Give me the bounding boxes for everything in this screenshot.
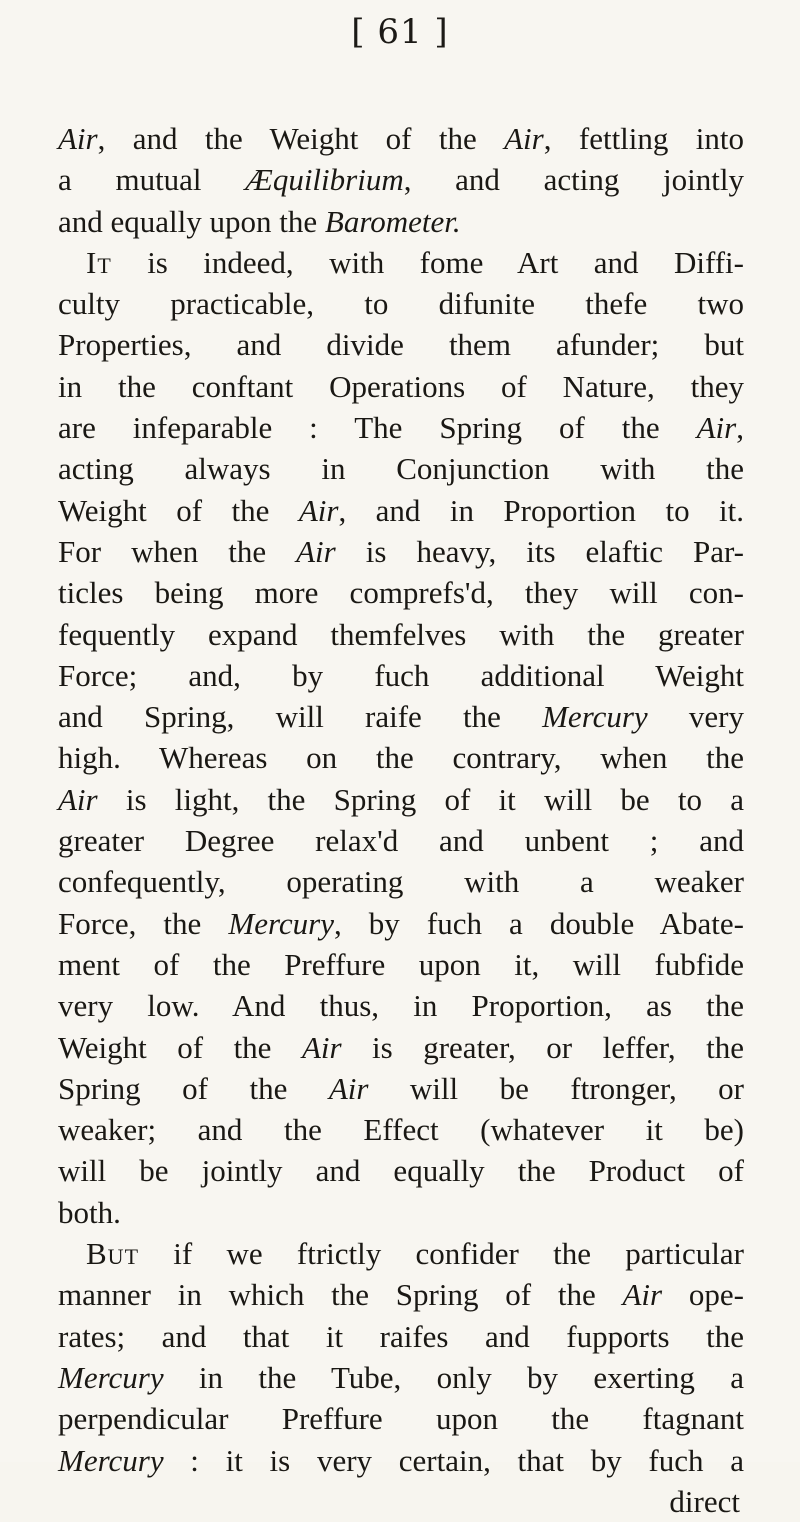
italic-word: Air — [696, 410, 737, 446]
text-line — [58, 1109, 744, 1150]
text-segment: Properties, and divide them afunder; but — [58, 327, 744, 363]
text-segment: ticles being more comprefs'd, they will con- — [58, 575, 744, 611]
text-segment: , and in Proportion to it. — [338, 492, 744, 528]
text-segment: acting always in Conjunction with the — [58, 451, 744, 487]
text-line — [58, 531, 744, 572]
text-segment: rates; and that it raifes and fupports the — [58, 1318, 744, 1354]
italic-word: Æquilibrium — [245, 162, 404, 198]
text-segment: : it is very certain, that by fuch a — [163, 1442, 744, 1478]
text-segment: greater Degree relax'd and unbent ; and — [58, 823, 744, 859]
text-line — [58, 324, 744, 365]
italic-word: Air — [296, 533, 336, 569]
text-segment: , — [736, 410, 744, 446]
text-segment: Force; and, by fuch additional Weight — [58, 657, 744, 693]
text-line — [58, 861, 744, 902]
text-segment: is heavy, its elaftic Par- — [335, 533, 744, 569]
text-line — [58, 779, 744, 820]
text-line — [58, 614, 744, 655]
italic-word: Air — [328, 1070, 369, 1106]
text-segment: and Spring, will raife the — [58, 699, 543, 735]
text-segment: if we ftrictly confider the particular — [139, 1236, 744, 1272]
italic-word: Mercury — [542, 699, 648, 735]
text-segment: a mutual — [58, 162, 246, 198]
text-segment: will be ftronger, or — [368, 1070, 744, 1106]
text-line — [58, 820, 744, 861]
text-line — [58, 655, 744, 696]
italic-word: Air — [298, 492, 339, 528]
text-line — [58, 1274, 744, 1315]
italic-word: Air — [58, 781, 98, 817]
text-line — [58, 1027, 744, 1068]
text-segment: are infeparable : The Spring of the — [58, 410, 697, 446]
text-line — [58, 1192, 744, 1233]
italic-word: Air — [504, 121, 544, 156]
italic-word: Air — [301, 1029, 342, 1065]
text-segment: It — [86, 244, 112, 280]
italic-word: Mercury — [228, 905, 334, 941]
text-segment: For when the — [58, 533, 297, 569]
text-segment: manner in which the Spring of the — [58, 1277, 623, 1313]
text-line — [58, 201, 744, 242]
text-segment: weaker; and the Effect (whatever it be) — [58, 1112, 744, 1148]
text-segment: is light, the Spring of it will be to a — [97, 781, 744, 817]
text-line — [58, 448, 744, 489]
text-segment: is greater, or leffer, the — [341, 1029, 744, 1065]
italic-word: Mercury — [58, 1442, 164, 1478]
italic-word: Air — [58, 121, 98, 156]
text-segment: and equally upon the — [58, 203, 325, 239]
text-segment: , by fuch a double Abate- — [333, 905, 744, 941]
text-line — [58, 737, 744, 778]
text-line — [58, 1398, 744, 1439]
text-line — [58, 283, 744, 324]
text-line — [58, 407, 744, 448]
text-segment: confequently, operating with a weaker — [58, 864, 744, 900]
text-segment: , and the Weight of the — [97, 121, 505, 156]
text-line — [58, 1316, 744, 1357]
text-segment: will be jointly and equally the Product of — [58, 1153, 744, 1189]
text-segment: culty practicable, to difunite thefe two — [58, 286, 744, 322]
text-line — [58, 1357, 744, 1398]
text-line — [58, 1068, 744, 1109]
text-line — [58, 366, 744, 407]
text-segment: in the conftant Operations of Nature, they — [58, 368, 744, 404]
text-segment: Force, the — [58, 905, 229, 941]
text-segment: high. Whereas on the contrary, when the — [58, 740, 744, 776]
text-line — [58, 903, 744, 944]
text-segment: both. — [58, 1194, 121, 1230]
text-segment: Spring of the — [58, 1070, 329, 1106]
text-segment: Weight of the — [58, 492, 299, 528]
text-segment: is indeed, with fome Art and Diffi- — [111, 244, 744, 280]
text-line — [58, 1233, 744, 1274]
text-segment: fequently expand themfelves with the greater — [58, 616, 744, 652]
text-line — [58, 1440, 744, 1481]
text-line — [58, 696, 744, 737]
italic-word: Mercury — [58, 1359, 164, 1395]
text-line — [58, 242, 744, 283]
text-line — [58, 159, 744, 200]
text-segment: Weight of the — [58, 1029, 302, 1065]
text-segment: perpendicular Preffure upon the ftagnant — [58, 1401, 744, 1437]
text-segment: , and acting jointly — [403, 162, 744, 198]
text-line — [58, 985, 744, 1026]
text-line — [58, 944, 744, 985]
text-segment: in the Tube, only by exerting a — [163, 1359, 744, 1395]
text-segment: ment of the Preffure upon it, will fubfide — [58, 946, 744, 982]
text-line — [58, 572, 744, 613]
body-text — [58, 118, 744, 1522]
italic-word: Barometer. — [324, 203, 461, 239]
text-line — [58, 118, 744, 159]
text-segment: , fettling into — [543, 121, 744, 156]
text-line — [58, 490, 744, 531]
text-segment: But — [86, 1236, 140, 1272]
italic-word: Air — [622, 1277, 663, 1313]
text-line — [58, 1150, 744, 1191]
text-segment: ope- — [662, 1277, 744, 1313]
page-number: [ 61 ] — [351, 12, 449, 52]
text-segment: very low. And thus, in Proportion, as the — [58, 988, 744, 1024]
text-segment: very — [647, 699, 744, 735]
catchword: direct — [669, 1483, 740, 1519]
